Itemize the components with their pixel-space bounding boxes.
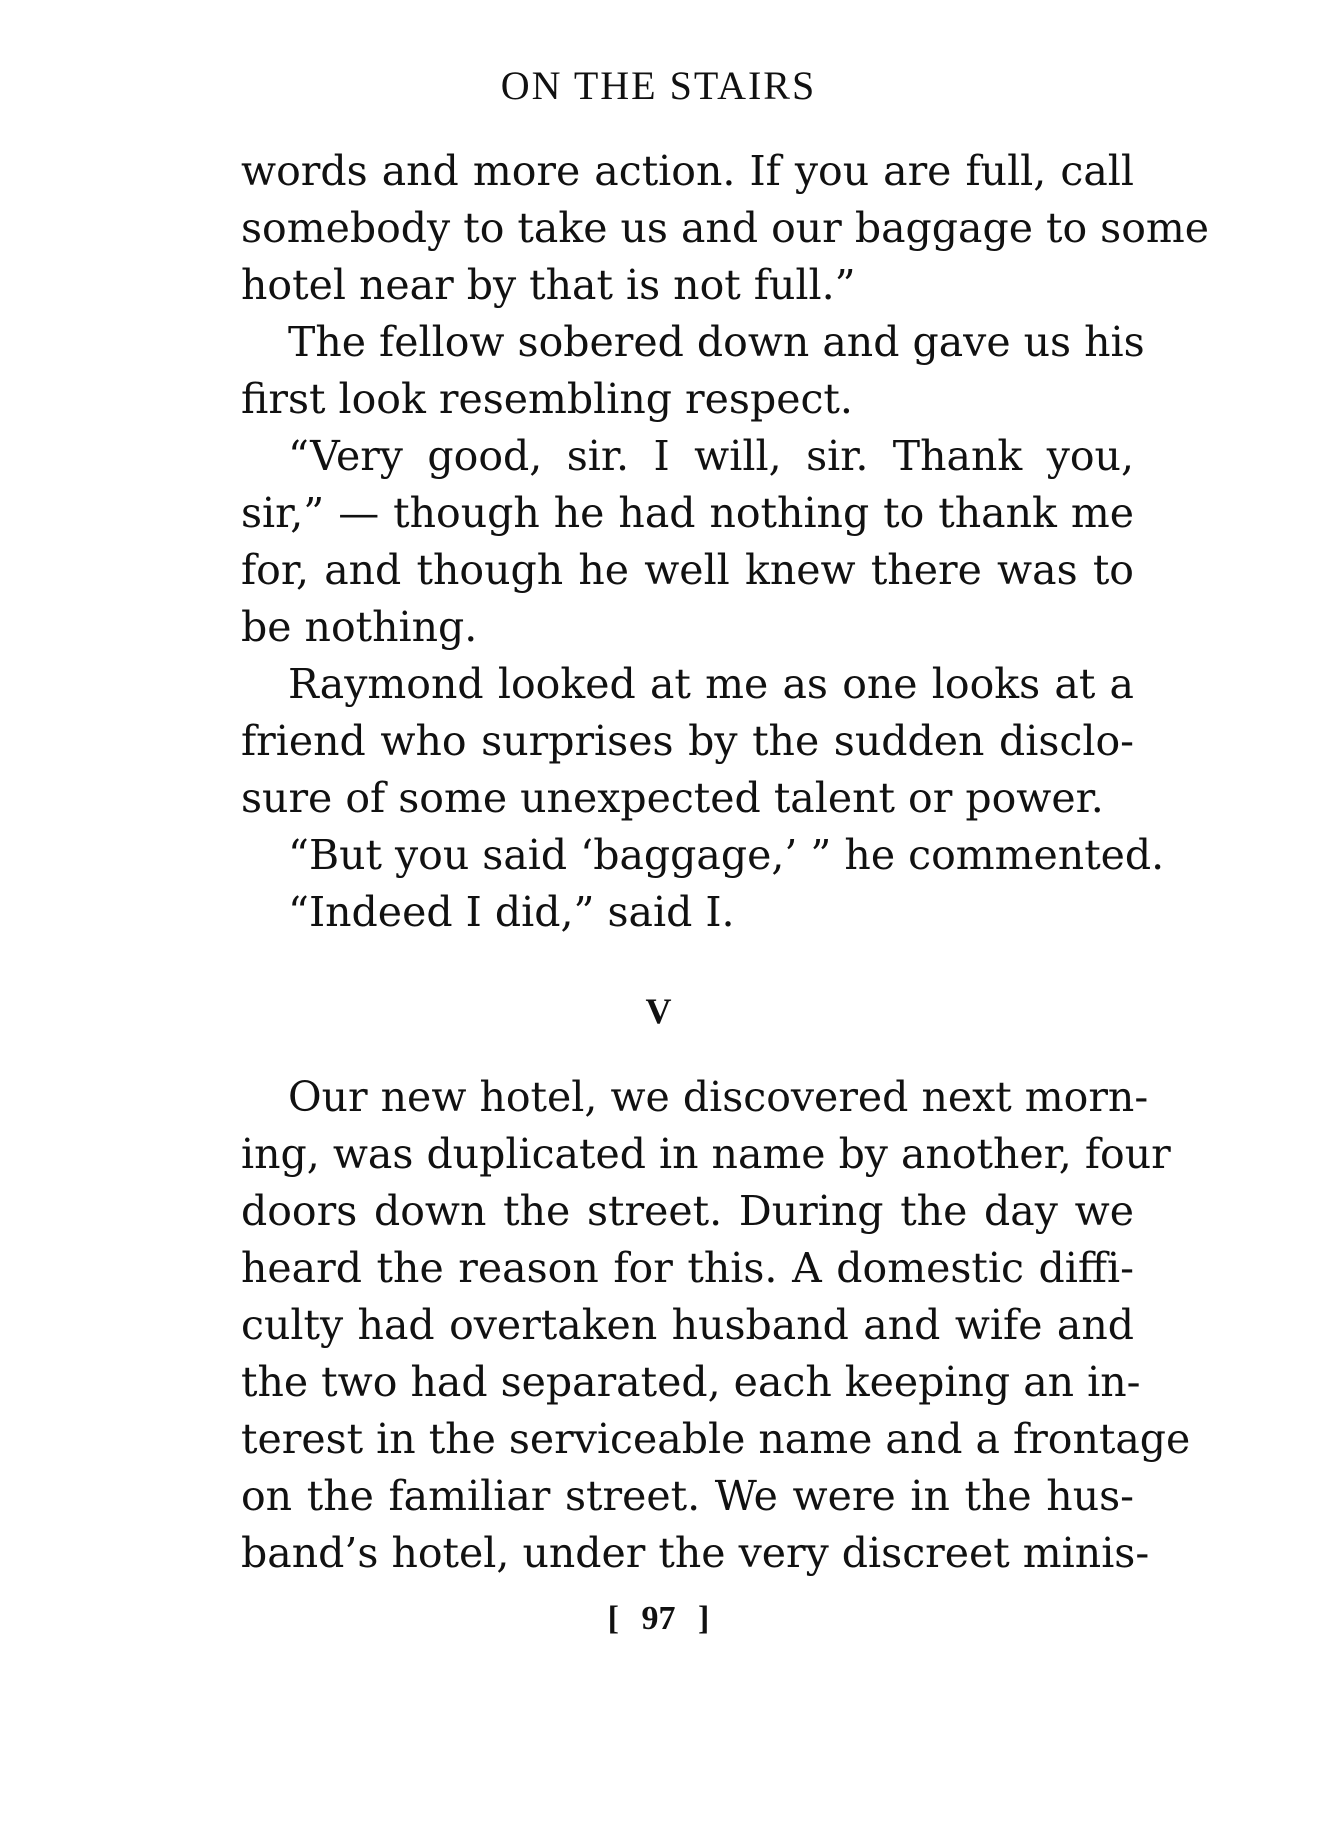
text-line: ing, was duplicated in name by another, four <box>241 1130 1171 1178</box>
text-line: for, and though he well knew there was to <box>241 546 1134 594</box>
text-block-before-section <box>241 143 1210 941</box>
text-block-section-v <box>241 1069 1191 1582</box>
section-numeral: V <box>645 991 672 1031</box>
text-line: doors down the street. During the day we <box>241 1187 1134 1235</box>
text-line: hotel near by that is not full.” <box>241 261 856 309</box>
text-line: first look resembling respect. <box>241 375 853 423</box>
text-line: somebody to take us and our baggage to some <box>241 204 1210 252</box>
text-line: “But you said ‘baggage,’ ” he commented. <box>288 831 1165 879</box>
text-line: “Very good, sir. I will, sir. Thank you, <box>288 432 1134 480</box>
text-line: culty had overtaken husband and wife and <box>241 1301 1134 1349</box>
text-line: terest in the serviceable name and a frontage <box>241 1415 1191 1463</box>
text-line: The fellow sobered down and gave us his <box>288 318 1145 366</box>
folio-right-bracket: ] <box>698 1600 710 1637</box>
folio-left-bracket: [ <box>607 1600 619 1637</box>
text-line: words and more action. If you are full, call <box>241 147 1134 195</box>
text-line: Our new hotel, we discovered next morn- <box>288 1073 1149 1121</box>
text-line: the two had separated, each keeping an in- <box>241 1358 1141 1406</box>
text-line: on the familiar street. We were in the hus- <box>241 1472 1134 1520</box>
text-line: sure of some unexpected talent or power. <box>241 774 1104 822</box>
text-line: Raymond looked at me as one looks at a <box>288 660 1134 708</box>
folio-number: 97 <box>641 1600 676 1637</box>
text-line: heard the reason for this. A domestic diffi- <box>241 1244 1134 1292</box>
text-line: “Indeed I did,” said I. <box>288 888 735 936</box>
page-number <box>0 1600 1317 1638</box>
running-head: ON THE STAIRS <box>500 63 817 108</box>
text-line: be nothing. <box>241 603 478 651</box>
text-line: friend who surprises by the sudden disclo- <box>241 717 1134 765</box>
text-line: sir,” — though he had nothing to thank me <box>241 489 1134 537</box>
text-line: band’s hotel, under the very discreet minis- <box>241 1529 1150 1577</box>
